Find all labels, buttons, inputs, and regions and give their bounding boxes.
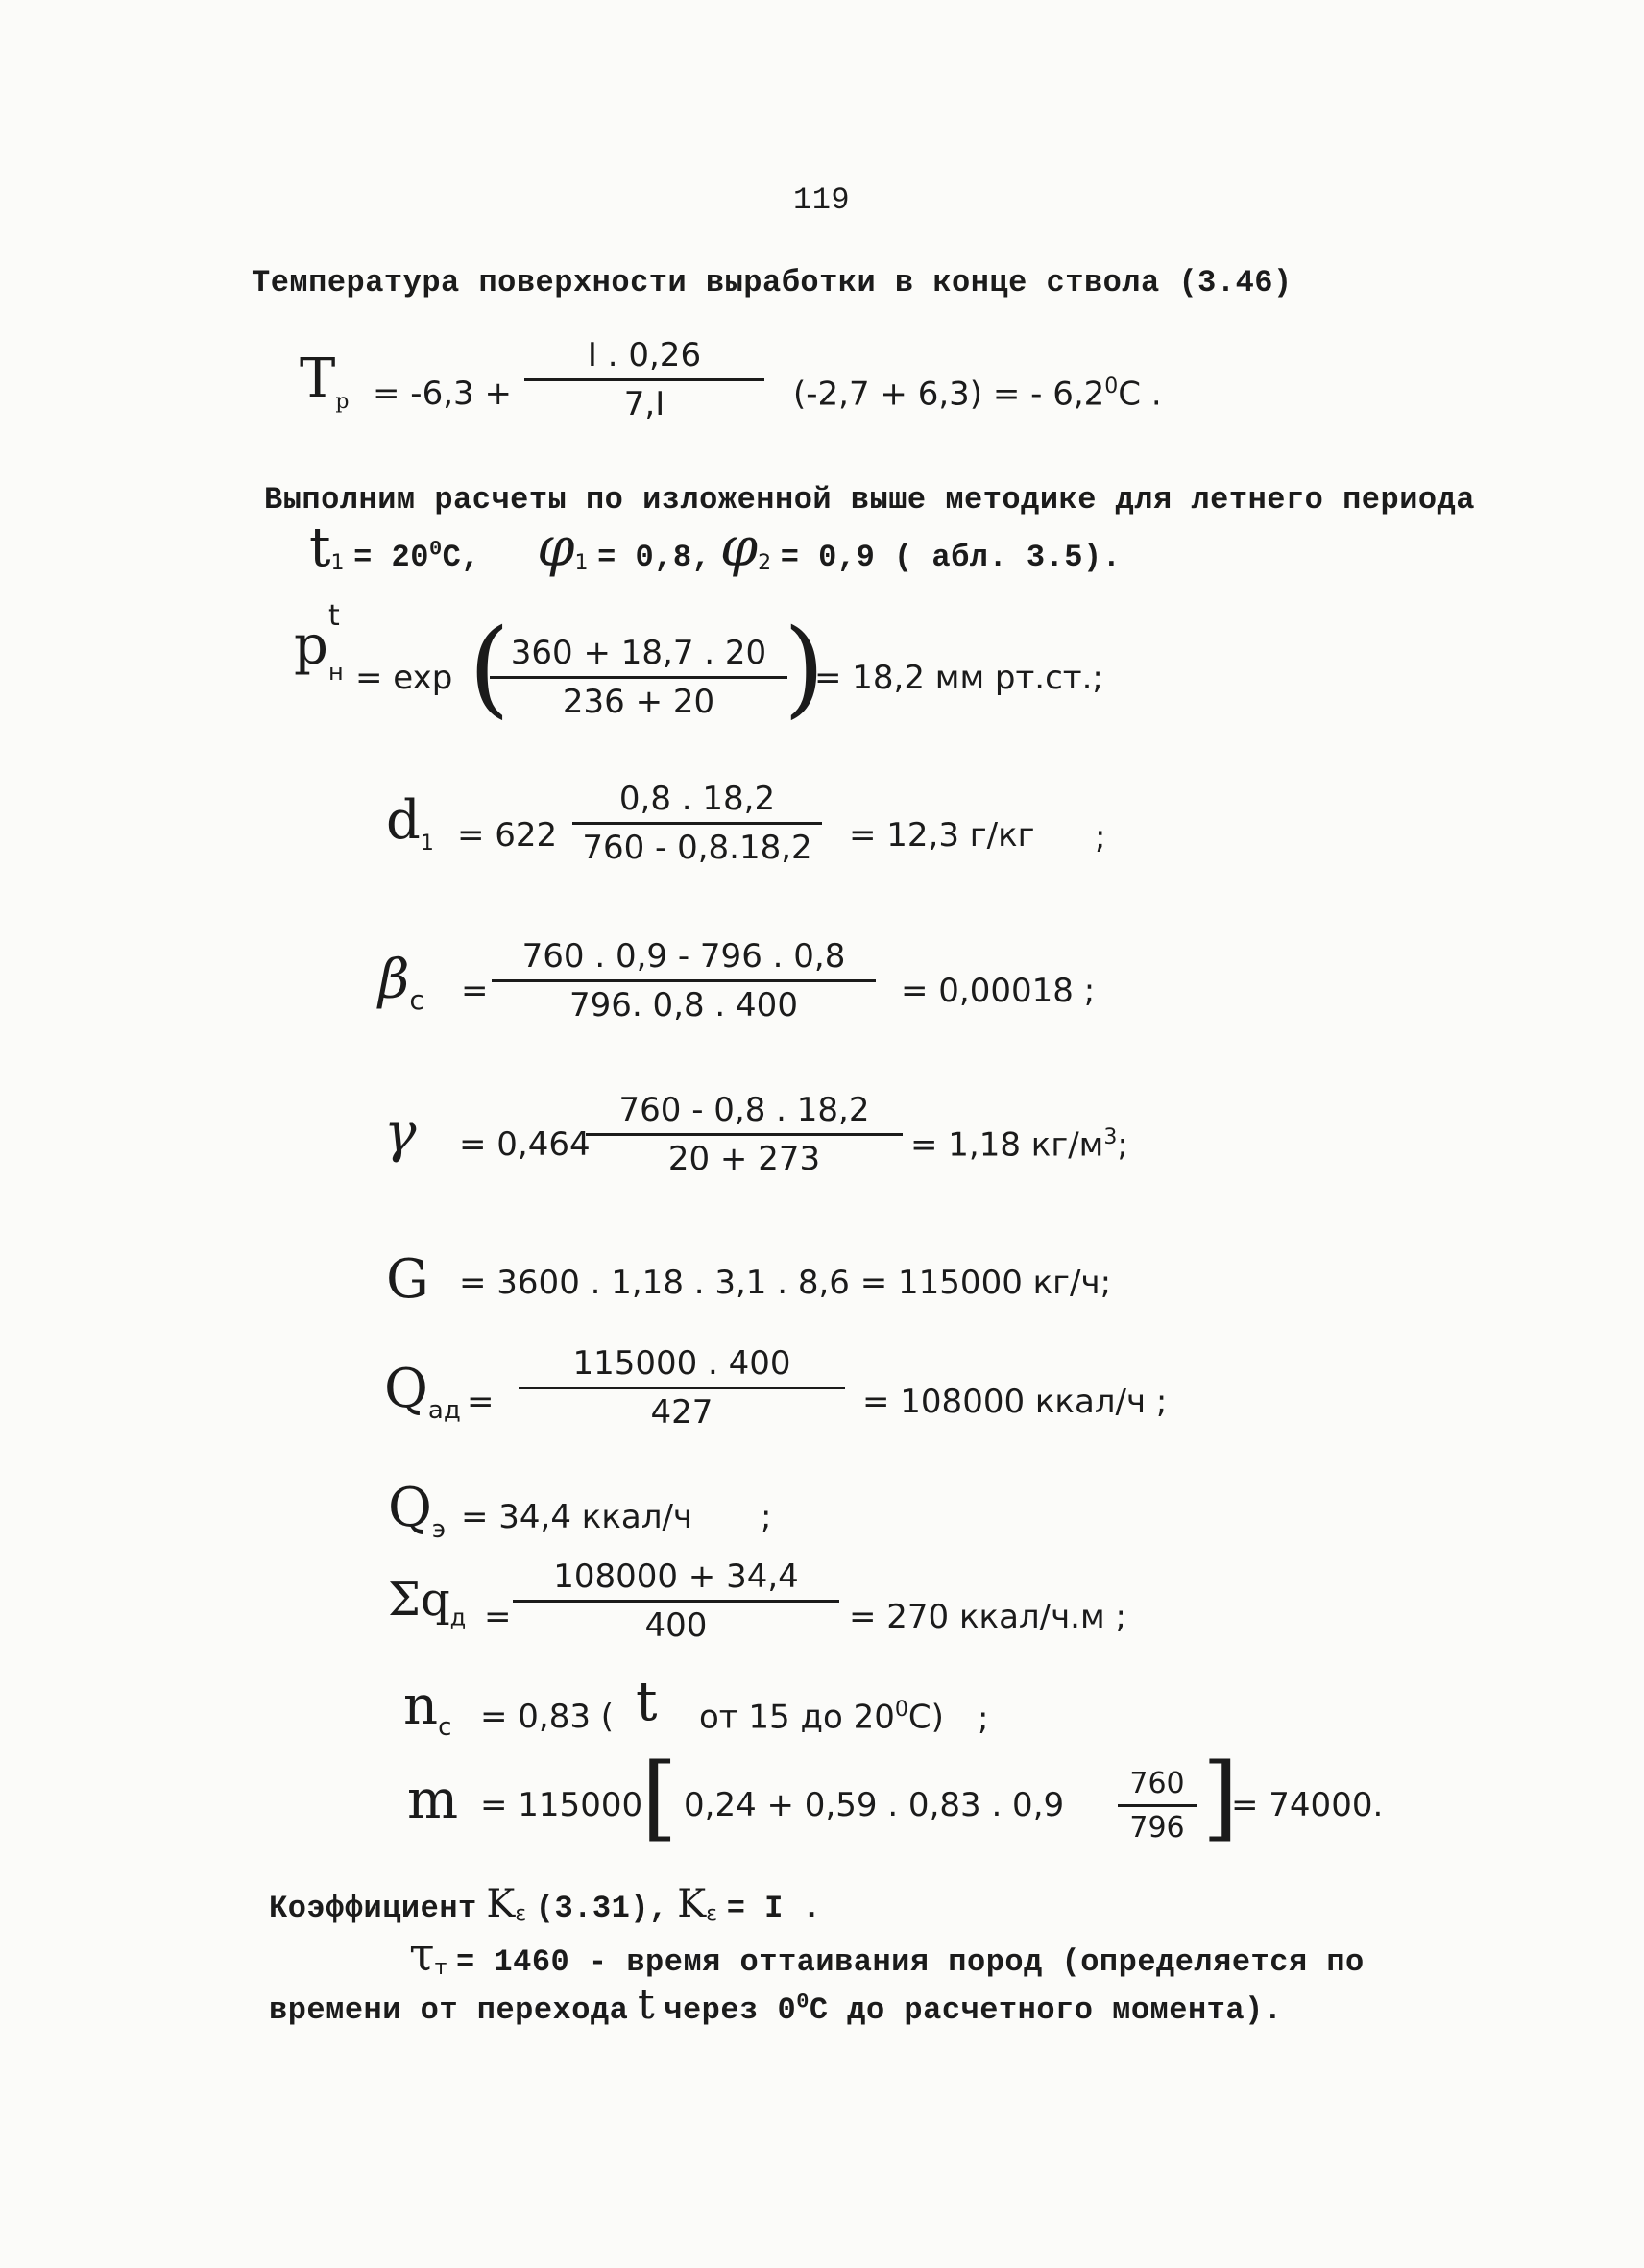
g-symbol: G — [386, 1248, 429, 1311]
d1-semicolon: ; — [1095, 818, 1106, 857]
pn-subscript: н — [328, 659, 344, 686]
tp-numerator: I . 0,26 — [587, 336, 702, 374]
qe-subscript: э — [431, 1515, 447, 1545]
fraction-bar — [1118, 1804, 1197, 1807]
gamma-numerator: 760 - 0,8 . 18,2 — [618, 1091, 870, 1129]
beta-pre: = — [461, 972, 489, 1010]
fraction-bar — [572, 822, 822, 825]
right-paren: ) — [784, 606, 825, 729]
tp-denominator: 7,I — [623, 385, 665, 423]
phi1-subscript: 1 — [574, 551, 589, 576]
m-inner: 0,24 + 0,59 . 0,83 . 0,9 — [684, 1786, 1065, 1824]
coefficient-line — [269, 1882, 821, 1926]
sum-denominator: 400 — [644, 1606, 708, 1645]
beta-symbol: β — [378, 949, 410, 1011]
qad-symbol: Q — [384, 1358, 428, 1420]
nc-subscript: c — [438, 1713, 452, 1743]
m-denominator: 796 — [1129, 1811, 1185, 1845]
pn-superscript: t — [328, 599, 340, 633]
phi2-value: = 0,9 ( абл. 3.5). — [780, 540, 1122, 575]
fraction-bar — [513, 1600, 839, 1603]
d1-post: = 12,3 г/кг — [849, 816, 1035, 855]
qad-numerator: 115000 . 400 — [572, 1344, 791, 1383]
qad-subscript: ад — [427, 1396, 461, 1426]
phi2-subscript: 2 — [758, 551, 772, 576]
nc-pre: = 0,83 ( — [480, 1698, 615, 1736]
paragraph-heading: Температура поверхности выработки в конце ствола (3.46) — [252, 265, 1293, 301]
pn-post: = 18,2 мм рт.ст.; — [814, 659, 1103, 697]
phi1-symbol: φ — [537, 517, 575, 579]
tp-fraction — [524, 336, 764, 423]
beta-fraction — [492, 937, 876, 1025]
fraction-bar — [586, 1133, 903, 1136]
t1-value: = $20^0C$, — [353, 537, 481, 575]
qad-denominator: 427 — [650, 1393, 713, 1432]
nc-post: от 15 до $20^0C$) — [699, 1698, 944, 1737]
d1-numerator: 0,8 . 18,2 — [618, 780, 776, 818]
tp-subscript: p — [335, 390, 350, 415]
m-numerator: 760 — [1129, 1767, 1185, 1800]
qad-post: = 108000 ккал/ч ; — [862, 1383, 1168, 1421]
fraction-bar — [524, 378, 764, 381]
tau-subscript: т — [434, 1956, 447, 1981]
d1-pre: = 622 — [457, 816, 558, 855]
sum-pre: = — [484, 1598, 512, 1636]
d1-symbol: d — [386, 789, 421, 852]
nc-semicolon: ; — [978, 1700, 989, 1738]
paragraph-summer-intro: Выполним расчеты по изложенной выше методике для летнего периода — [264, 482, 1475, 518]
t1-symbol: t — [309, 517, 331, 579]
qad-fraction — [519, 1344, 845, 1432]
sum-numerator: 108000 + 34,4 — [553, 1557, 799, 1596]
beta-denominator: 796. 0,8 . 400 — [569, 986, 798, 1025]
d1-denominator: 760 - 0,8.18,2 — [582, 829, 812, 867]
pn-denominator: 236 + 20 — [562, 683, 715, 721]
qe-expression: = 34,4 ккал/ч — [461, 1498, 692, 1536]
fraction-bar — [519, 1387, 845, 1389]
qe-semicolon: ; — [761, 1498, 772, 1536]
tp-symbol: T — [300, 348, 336, 410]
last-pre: времени от перехода — [269, 1992, 629, 2028]
pn-pre: = exp — [355, 659, 453, 697]
tau-line — [409, 1928, 1365, 1982]
tp-post: (-2,7 + 6,3) = - $6,2^0C$ . — [793, 374, 1162, 414]
phi1-value: = 0,8, — [597, 540, 712, 575]
m-pre: = 115000 — [480, 1786, 643, 1824]
k2-symbol: K — [677, 1882, 707, 1926]
gamma-pre: = 0,464 — [459, 1125, 591, 1164]
left-bracket: [ — [641, 1744, 678, 1851]
last-line — [269, 1980, 1282, 2029]
phi2-symbol: φ — [719, 517, 759, 579]
m-post: = 74000. — [1231, 1786, 1384, 1824]
sum-fraction — [513, 1557, 839, 1645]
tau-symbol: τ — [409, 1928, 435, 1982]
last-mid: через $0^0C$ до расчетного момента). — [664, 1990, 1283, 2028]
tau-text: = 1460 - время оттаивания пород (определяется по — [456, 1944, 1365, 1980]
pn-numerator: 360 + 18,7 . 20 — [510, 634, 767, 672]
summer-parameters — [309, 517, 1121, 579]
coef-ref: (3.31), — [535, 1891, 668, 1926]
beta-post: = 0,00018 ; — [901, 972, 1096, 1010]
sum-symbol: Σq — [388, 1573, 450, 1627]
m-symbol: m — [407, 1769, 459, 1831]
k-subscript: ε — [515, 1902, 527, 1927]
fraction-bar — [492, 979, 876, 982]
beta-subscript: c — [409, 984, 424, 1017]
m-fraction — [1118, 1767, 1197, 1845]
gamma-symbol: γ — [384, 1102, 417, 1165]
right-bracket: ] — [1202, 1744, 1239, 1851]
gamma-post: = 1,18 $кг/м^3$; — [910, 1125, 1128, 1165]
tp-pre: = -6,3 + — [373, 374, 512, 413]
gamma-denominator: 20 + 273 — [667, 1140, 821, 1178]
k2-subscript: ε — [706, 1902, 718, 1927]
beta-numerator: 760 . 0,9 - 796 . 0,8 — [521, 937, 846, 976]
left-paren: ( — [469, 606, 510, 729]
nc-symbol: n — [403, 1675, 439, 1737]
gamma-fraction — [586, 1091, 903, 1178]
nc-t-symbol: t — [636, 1671, 658, 1733]
k2-value: = I . — [726, 1891, 822, 1926]
d1-fraction — [572, 780, 822, 867]
g-expression: = 3600 . 1,18 . 3,1 . 8,6 = 115000 кг/ч; — [459, 1264, 1112, 1302]
sum-subscript: д — [449, 1604, 467, 1631]
coef-label: Коэффициент — [269, 1891, 477, 1926]
fraction-bar — [490, 676, 787, 679]
page-number: 119 — [793, 182, 851, 218]
t1-subscript: 1 — [330, 551, 345, 576]
k-symbol: K — [486, 1882, 516, 1926]
last-t-symbol: t — [637, 1980, 655, 2029]
pn-symbol: p — [294, 615, 328, 677]
sum-post: = 270 ккал/ч.м ; — [849, 1598, 1126, 1636]
pn-fraction — [490, 634, 787, 721]
d1-subscript: 1 — [420, 832, 434, 857]
qad-pre: = — [467, 1383, 495, 1421]
qe-symbol: Q — [388, 1477, 432, 1539]
